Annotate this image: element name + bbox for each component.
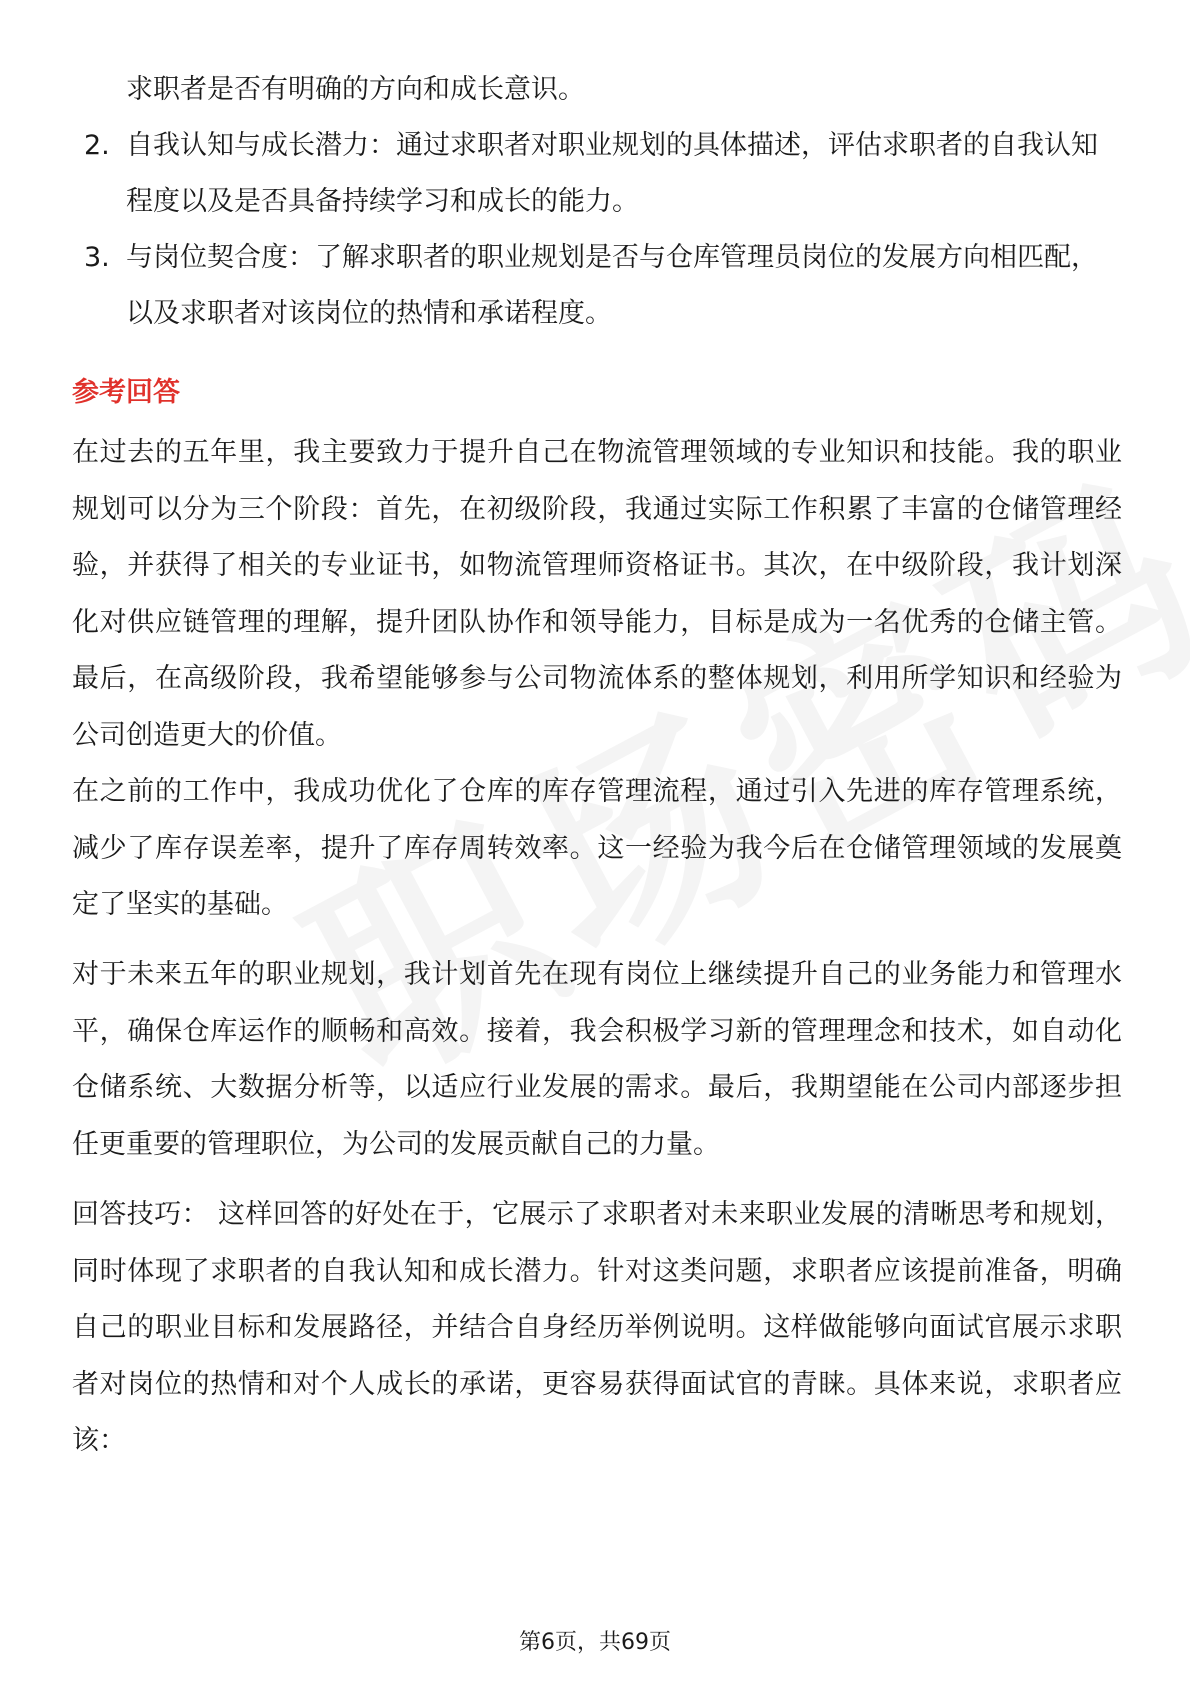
tips-paragraph: 回答技巧： 这样回答的好处在于，它展示了求职者对未来职业发展的清晰思考和规划，同时体现了求职者的自我认知和成长潜力。针对这类问题，求职者应该提前准备，明确自己的职业目标和发展路径，并结合自身经历举例说明。这样做能够向面试官展示求职者对岗位的热情和对个人成长的承诺，更容易获得面试官的青睐。具体来说，求职者应该： [72, 1199, 1122, 1456]
criteria-continuation: 求职者是否有明确的方向和成长意识。 [126, 74, 585, 105]
item-number: 3. [84, 242, 110, 273]
item-text: 自我认知与成长潜力：通过求职者对职业规划的具体描述，评估求职者的自我认知程度以及是否具备持续学习和成长的能力。 [126, 130, 1098, 217]
section-heading: 参考回答 [72, 377, 180, 408]
answer-paragraph-3: 对于未来五年的职业规划，我计划首先在现有岗位上继续提升自己的业务能力和管理水平，确保仓库运作的顺畅和高效。接着，我会积极学习新的管理理念和技术，如自动化仓储系统、大数据分析等，以适应行业发展的需求。最后，我期望能在公司内部逐步担任更重要的管理职位，为公司的发展贡献自己的力量。 [72, 959, 1122, 1160]
page-number: 第6页，共69页 [519, 1630, 671, 1655]
criteria-list [72, 62, 1122, 342]
answer-paragraph-1: 在过去的五年里，我主要致力于提升自己在物流管理领域的专业知识和技能。我的职业规划可以分为三个阶段：首先，在初级阶段，我通过实际工作积累了丰富的仓储管理经验，并获得了相关的专业证书，如物流管理师资格证书。其次，在中级阶段，我计划深化对供应链管理的理解，提升团队协作和领导能力，目标是成为一名优秀的仓储主管。最后，在高级阶段，我希望能够参与公司物流体系的整体规划，利用所学知识和经验为公司创造更大的价值。 [72, 437, 1122, 751]
criteria-item [72, 118, 1122, 230]
item-number: 2. [84, 130, 110, 161]
criteria-item [72, 230, 1122, 342]
answer-paragraph-2: 在之前的工作中，我成功优化了仓库的库存管理流程，通过引入先进的库存管理系统，减少了库存误差率，提升了库存周转效率。这一经验为我今后在仓储管理领域的发展奠定了坚实的基础。 [72, 776, 1122, 920]
item-text: 与岗位契合度：了解求职者的职业规划是否与仓库管理员岗位的发展方向相匹配，以及求职者对该岗位的热情和承诺程度。 [126, 242, 1098, 329]
